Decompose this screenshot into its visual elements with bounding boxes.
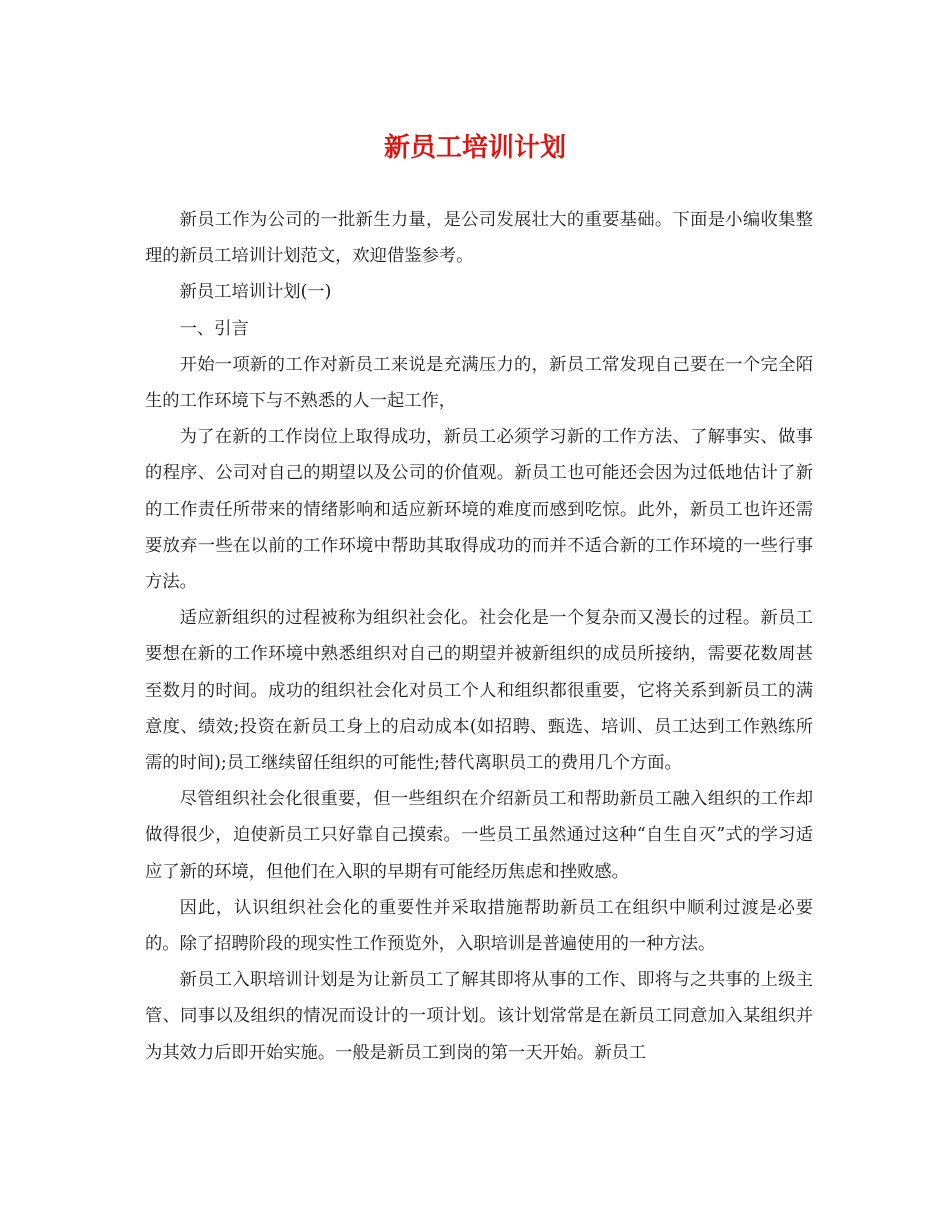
document-body (145, 202, 813, 1071)
document-title: 新员工培训计划 (383, 133, 566, 163)
paragraph-lack-of-support: 尽管组织社会化很重要，但一些组织在介绍新员工和帮助新员工融入组织的工作却做得很少，迫使新员工只好靠自己摸索。一些员工虽然通过这种“自生自灭”式的学习适应了新的环境，但他们在入职的早期有可能经历焦虑和挫败感。 (145, 789, 813, 882)
paragraph-socialization: 适应新组织的过程被称为组织社会化。社会化是一个复杂而又漫长的过程。新员工要想在新的工作环境中熟悉组织对自己的期望并被新组织的成员所接纳，需要花数周甚至数月的时间。成功的组织社会化对员工个人和组织都很重要，它将关系到新员工的满意度、绩效;投资在新员工身上的启动成本(如招聘、甄选、培训、员工达到工作熟练所需的时间);员工继续留任组织的可能性;替代离职员工的费用几个方面。 (145, 608, 813, 774)
paragraph-intro: 新员工作为公司的一批新生力量，是公司发展壮大的重要基础。下面是小编收集整理的新员工培训计划范文，欢迎借鉴参考。 (145, 210, 813, 267)
paragraph-orientation-plan: 新员工入职培训计划是为让新员工了解其即将从事的工作、即将与之共事的上级主管、同事以及组织的情况而设计的一项计划。该计划常常是在新员工同意加入某组织并为其效力后即开始实施。一般是新员工到岗的第一天开始。新员工 (145, 970, 813, 1063)
paragraph-success: 为了在新的工作岗位上取得成功，新员工必须学习新的工作方法、了解事实、做事的程序、公司对自己的期望以及公司的价值观。新员工也可能还会因为过低地估计了新的工作责任所带来的情绪影响和适应新环境的难度而感到吃惊。此外，新员工也许还需要放弃一些在以前的工作环境中帮助其取得成功的而并不适合新的工作环境的一些行事方法。 (145, 427, 813, 593)
paragraph-pressure: 开始一项新的工作对新员工来说是充满压力的，新员工常发现自己要在一个完全陌生的工作环境下与不熟悉的人一起工作， (145, 354, 813, 412)
section-heading-plan-one: 新员工培训计划(一) (179, 282, 332, 303)
paragraph-therefore: 因此，认识组织社会化的重要性并采取措施帮助新员工在组织中顺利过渡是必要的。除了招聘阶段的现实性工作预览外，入职培训是普遍使用的一种方法。 (145, 897, 813, 955)
section-heading-introduction: 一、引言 (179, 318, 249, 339)
